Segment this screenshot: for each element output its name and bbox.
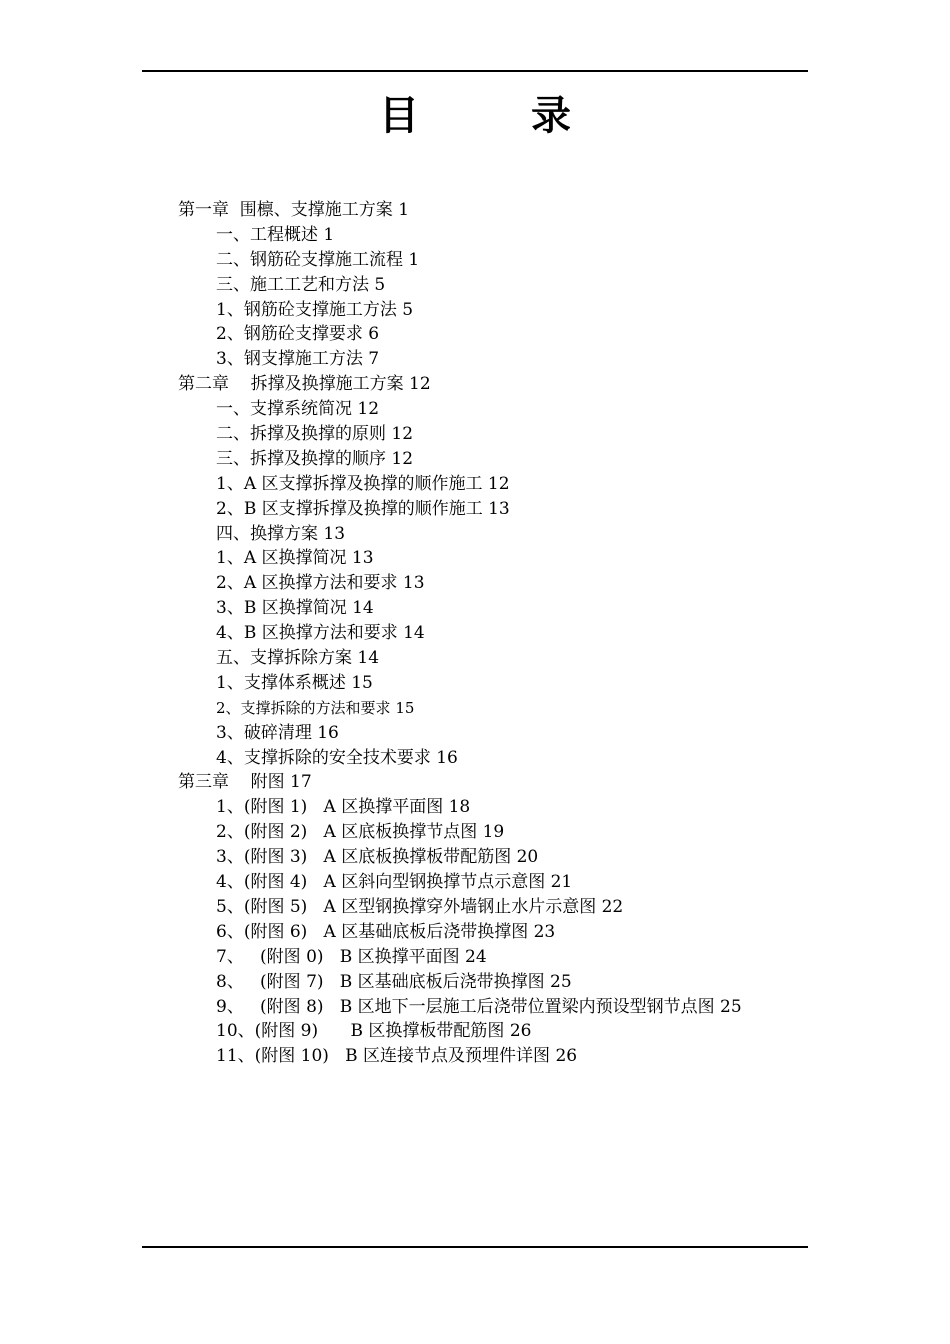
toc-section-entry[interactable]: 2、A 区换撑方法和要求 13: [216, 573, 425, 594]
toc-section-entry[interactable]: 4、B 区换撑方法和要求 14: [216, 623, 425, 644]
toc-section-entry[interactable]: 5、(附图 5) A 区型钢换撑穿外墙钢止水片示意图 22: [216, 896, 624, 917]
toc-section-entry[interactable]: 1、支撑体系概述 15: [216, 672, 373, 693]
bottom-rule: [142, 1246, 808, 1248]
toc-section-entry[interactable]: 2、支撑拆除的方法和要求 15: [216, 698, 415, 717]
toc-section-entry[interactable]: 1、(附图 1) A 区换撑平面图 18: [216, 797, 471, 818]
toc-section-entry[interactable]: 11、(附图 10) B 区连接节点及预埋件详图 26: [216, 1046, 578, 1067]
toc-section-entry[interactable]: 3、(附图 3) A 区底板换撑板带配筋图 20: [216, 847, 539, 868]
toc-section-entry[interactable]: 6、(附图 6) A 区基础底板后浇带换撑图 23: [216, 921, 556, 942]
toc-chapter-entry[interactable]: 第一章 围檩、支撑施工方案 1: [178, 200, 410, 220]
toc-chapter-entry[interactable]: 第二章 拆撑及换撑施工方案 12: [178, 374, 431, 395]
toc-section-entry[interactable]: 2、(附图 2) A 区底板换撑节点图 19: [216, 822, 505, 843]
toc-section-entry[interactable]: 9、 (附图 8) B 区地下一层施工后浇带位置梁内预设型钢节点图 25: [216, 996, 742, 1017]
toc-section-entry[interactable]: 8、 (附图 7) B 区基础底板后浇带换撑图 25: [216, 971, 572, 992]
toc-section-entry[interactable]: 3、B 区换撑简况 14: [216, 598, 374, 619]
toc-section-entry[interactable]: 4、支撑拆除的安全技术要求 16: [216, 747, 458, 768]
toc-chapter-entry[interactable]: 第三章 附图 17: [178, 772, 312, 793]
toc-section-entry[interactable]: 三、拆撑及换撑的顺序 12: [216, 448, 414, 469]
toc-section-entry[interactable]: 2、钢筋砼支撑要求 6: [216, 324, 380, 345]
toc-section-entry[interactable]: 四、换撑方案 13: [216, 523, 346, 544]
top-rule: [142, 70, 808, 72]
toc-section-entry[interactable]: 7、 (附图 0) B 区换撑平面图 24: [216, 946, 487, 967]
toc-section-entry[interactable]: 五、支撑拆除方案 14: [216, 648, 380, 669]
toc-section-entry[interactable]: 三、施工工艺和方法 5: [216, 274, 386, 295]
toc-section-entry[interactable]: 10、(附图 9) B 区换撑板带配筋图 26: [216, 1021, 532, 1042]
toc-section-entry[interactable]: 一、工程概述 1: [216, 224, 335, 245]
table-of-contents: [178, 198, 808, 1069]
toc-section-entry[interactable]: 一、支撑系统简况 12: [216, 399, 380, 420]
page-title: 目 录: [379, 92, 607, 139]
toc-section-entry[interactable]: 1、A 区支撑拆撑及换撑的顺作施工 12: [216, 473, 510, 494]
toc-section-entry[interactable]: 2、B 区支撑拆撑及换撑的顺作施工 13: [216, 498, 510, 519]
toc-section-entry[interactable]: 1、A 区换撑简况 13: [216, 548, 374, 569]
toc-section-entry[interactable]: 二、拆撑及换撑的原则 12: [216, 424, 414, 445]
toc-section-entry[interactable]: 4、(附图 4) A 区斜向型钢换撑节点示意图 21: [216, 872, 573, 893]
toc-section-entry[interactable]: 1、钢筋砼支撑施工方法 5: [216, 299, 414, 320]
toc-section-entry[interactable]: 3、破碎清理 16: [216, 722, 339, 743]
toc-section-entry[interactable]: 3、钢支撑施工方法 7: [216, 349, 380, 370]
toc-section-entry[interactable]: 二、钢筋砼支撑施工流程 1: [216, 249, 420, 270]
